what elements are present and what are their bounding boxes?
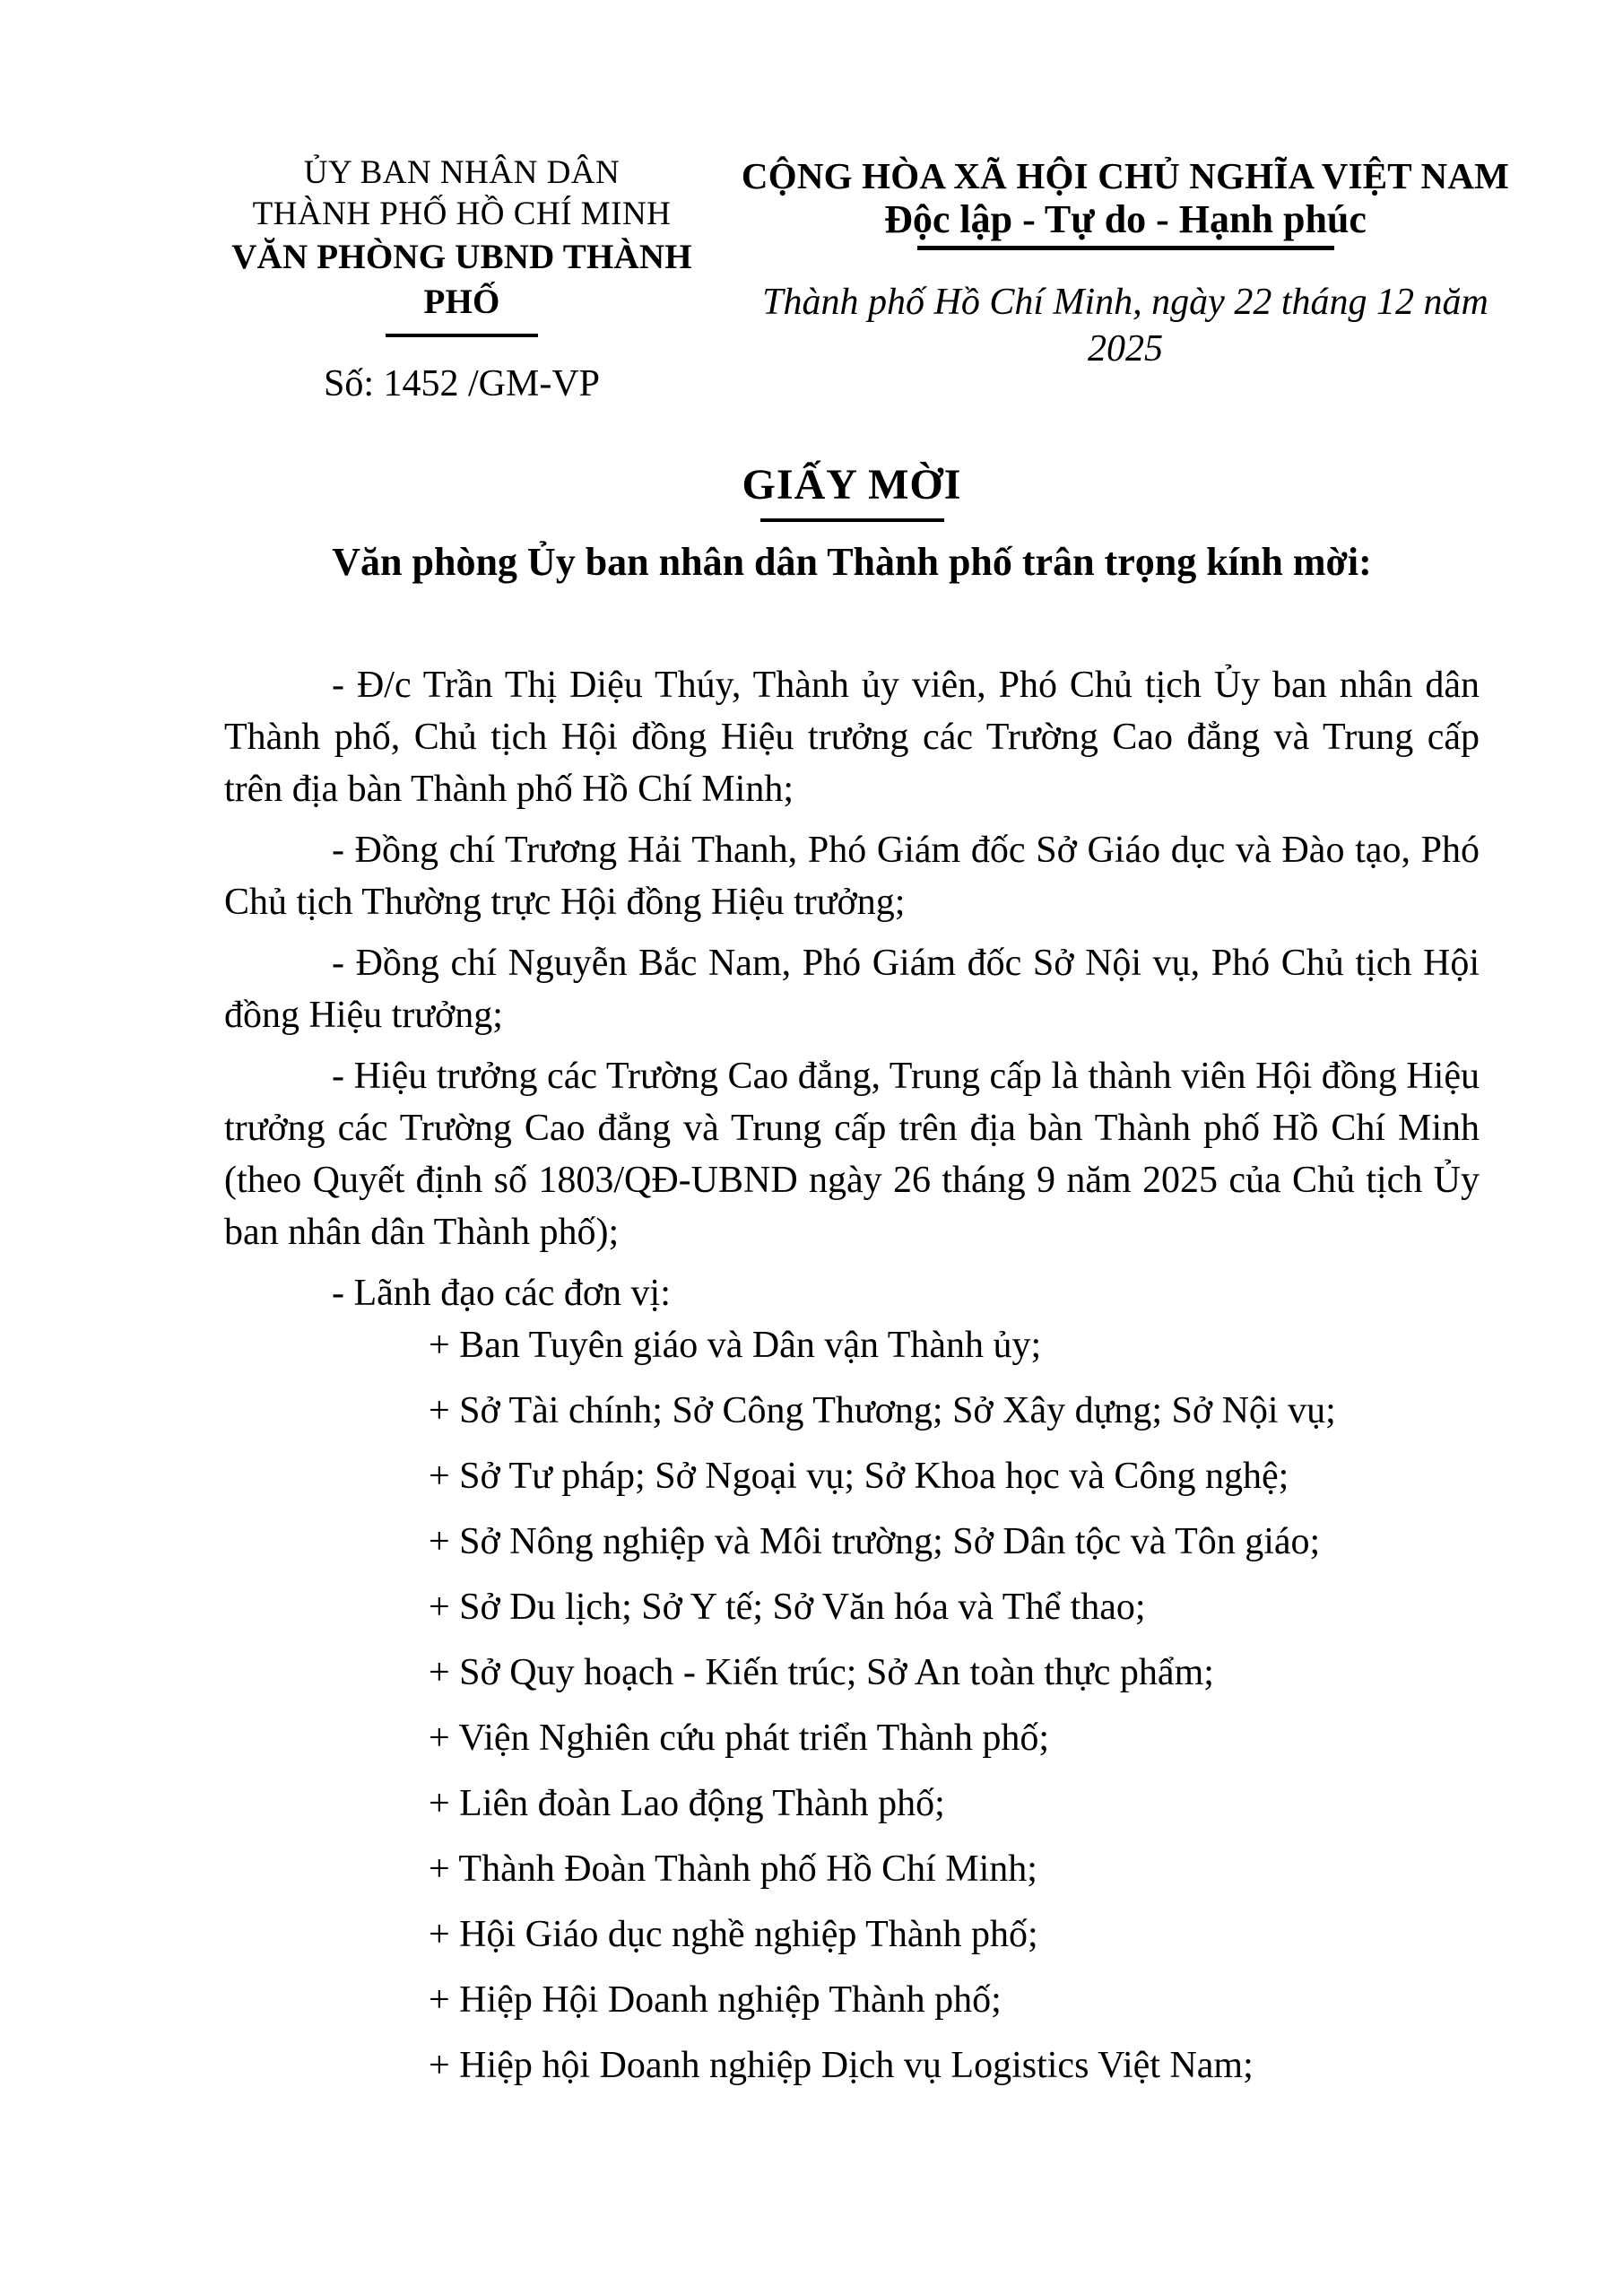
document-title: GIẤY MỜI [742, 461, 962, 509]
unit-list-item: + Viện Nghiên cứu phát triển Thành phố; [429, 1718, 1050, 1759]
title-block [224, 459, 1480, 522]
unit-list-item: + Sở Tư pháp; Sở Ngoại vụ; Sở Khoa học và Công nghệ; [429, 1456, 1289, 1497]
unit-list-item: + Hội Giáo dục nghề nghiệp Thành phố; [429, 1914, 1038, 1955]
invitee-paragraph: - Đ/c Trần Thị Diệu Thúy, Thành ủy viên, Phó Chủ tịch Ủy ban nhân dân Thành phố, Chủ tịch Hội đồng Hiệu trưởng các Trường Cao đẳng và Trung cấp trên địa bàn Thành phố Hồ Chí Minh; [224, 665, 1480, 810]
invitee-paragraph: - Lãnh đạo các đơn vị: [332, 1273, 671, 1314]
national-header [740, 154, 1511, 372]
unit-list-item: + Sở Quy hoạch - Kiến trúc; Sở An toàn thực phẩm; [429, 1652, 1214, 1693]
unit-list-item: + Liên đoàn Lao động Thành phố; [429, 1783, 945, 1824]
document-body [224, 659, 1480, 2092]
issuer-header [193, 152, 731, 407]
issuer-line3: VĂN PHÒNG UBND THÀNH PHỐ [231, 238, 692, 321]
unit-list-item: + Sở Tài chính; Sở Công Thương; Sở Xây dựng; Sở Nội vụ; [429, 1390, 1336, 1431]
issuer-line2: THÀNH PHỐ HỒ CHÍ MINH [252, 196, 672, 232]
unit-list-item: + Thành Đoàn Thành phố Hồ Chí Minh; [429, 1848, 1037, 1890]
intro-sentence: Văn phòng Ủy ban nhân dân Thành phố trân trọng kính mời: [332, 540, 1372, 584]
unit-list-item: + Sở Nông nghiệp và Môi trường; Sở Dân tộc và Tôn giáo; [429, 1521, 1321, 1562]
unit-list-item: + Hiệp Hội Doanh nghiệp Thành phố; [429, 1979, 1002, 2021]
invitee-paragraph: - Đồng chí Nguyễn Bắc Nam, Phó Giám đốc Sở Nội vụ, Phó Chủ tịch Hội đồng Hiệu trưởng; [224, 943, 1480, 1036]
document-number: Số: 1452 /GM-VP [323, 363, 601, 404]
national-header-line1: CỘNG HÒA XÃ HỘI CHỦ NGHĨA VIỆT NAM [741, 155, 1510, 196]
issuer-line1: ỦY BAN NHÂN DÂN [303, 154, 621, 191]
unit-list-item: + Ban Tuyên giáo và Dân vận Thành ủy; [429, 1325, 1042, 1366]
invitee-paragraph: - Hiệu trưởng các Trường Cao đẳng, Trung cấp là thành viên Hội đồng Hiệu trưởng các Trường Cao đẳng và Trung cấp trên địa bàn Thành phố Hồ Chí Minh (theo Quyết định số 1803/QĐ-UBND ngày 26 tháng 9 năm 2025 của Chủ tịch Ủy ban nhân dân Thành phố); [224, 1056, 1480, 1253]
motto-divider-line [917, 246, 1334, 250]
invitee-paragraph: - Đồng chí Trương Hải Thanh, Phó Giám đốc Sở Giáo dục và Đào tạo, Phó Chủ tịch Thường trực Hội đồng Hiệu trưởng; [224, 830, 1480, 923]
unit-list [224, 1319, 1480, 2092]
national-motto: Độc lập - Tự do - Hạnh phúc [884, 197, 1367, 241]
unit-list-item: + Hiệp hội Doanh nghiệp Dịch vụ Logistics Việt Nam; [429, 2045, 1254, 2086]
place-date-line: Thành phố Hồ Chí Minh, ngày 22 tháng 12 năm 2025 [762, 282, 1488, 370]
title-divider-line [760, 518, 944, 522]
issuer-divider-line [386, 334, 538, 337]
unit-list-item: + Sở Du lịch; Sở Y tế; Sở Văn hóa và Thể thao; [429, 1587, 1146, 1628]
